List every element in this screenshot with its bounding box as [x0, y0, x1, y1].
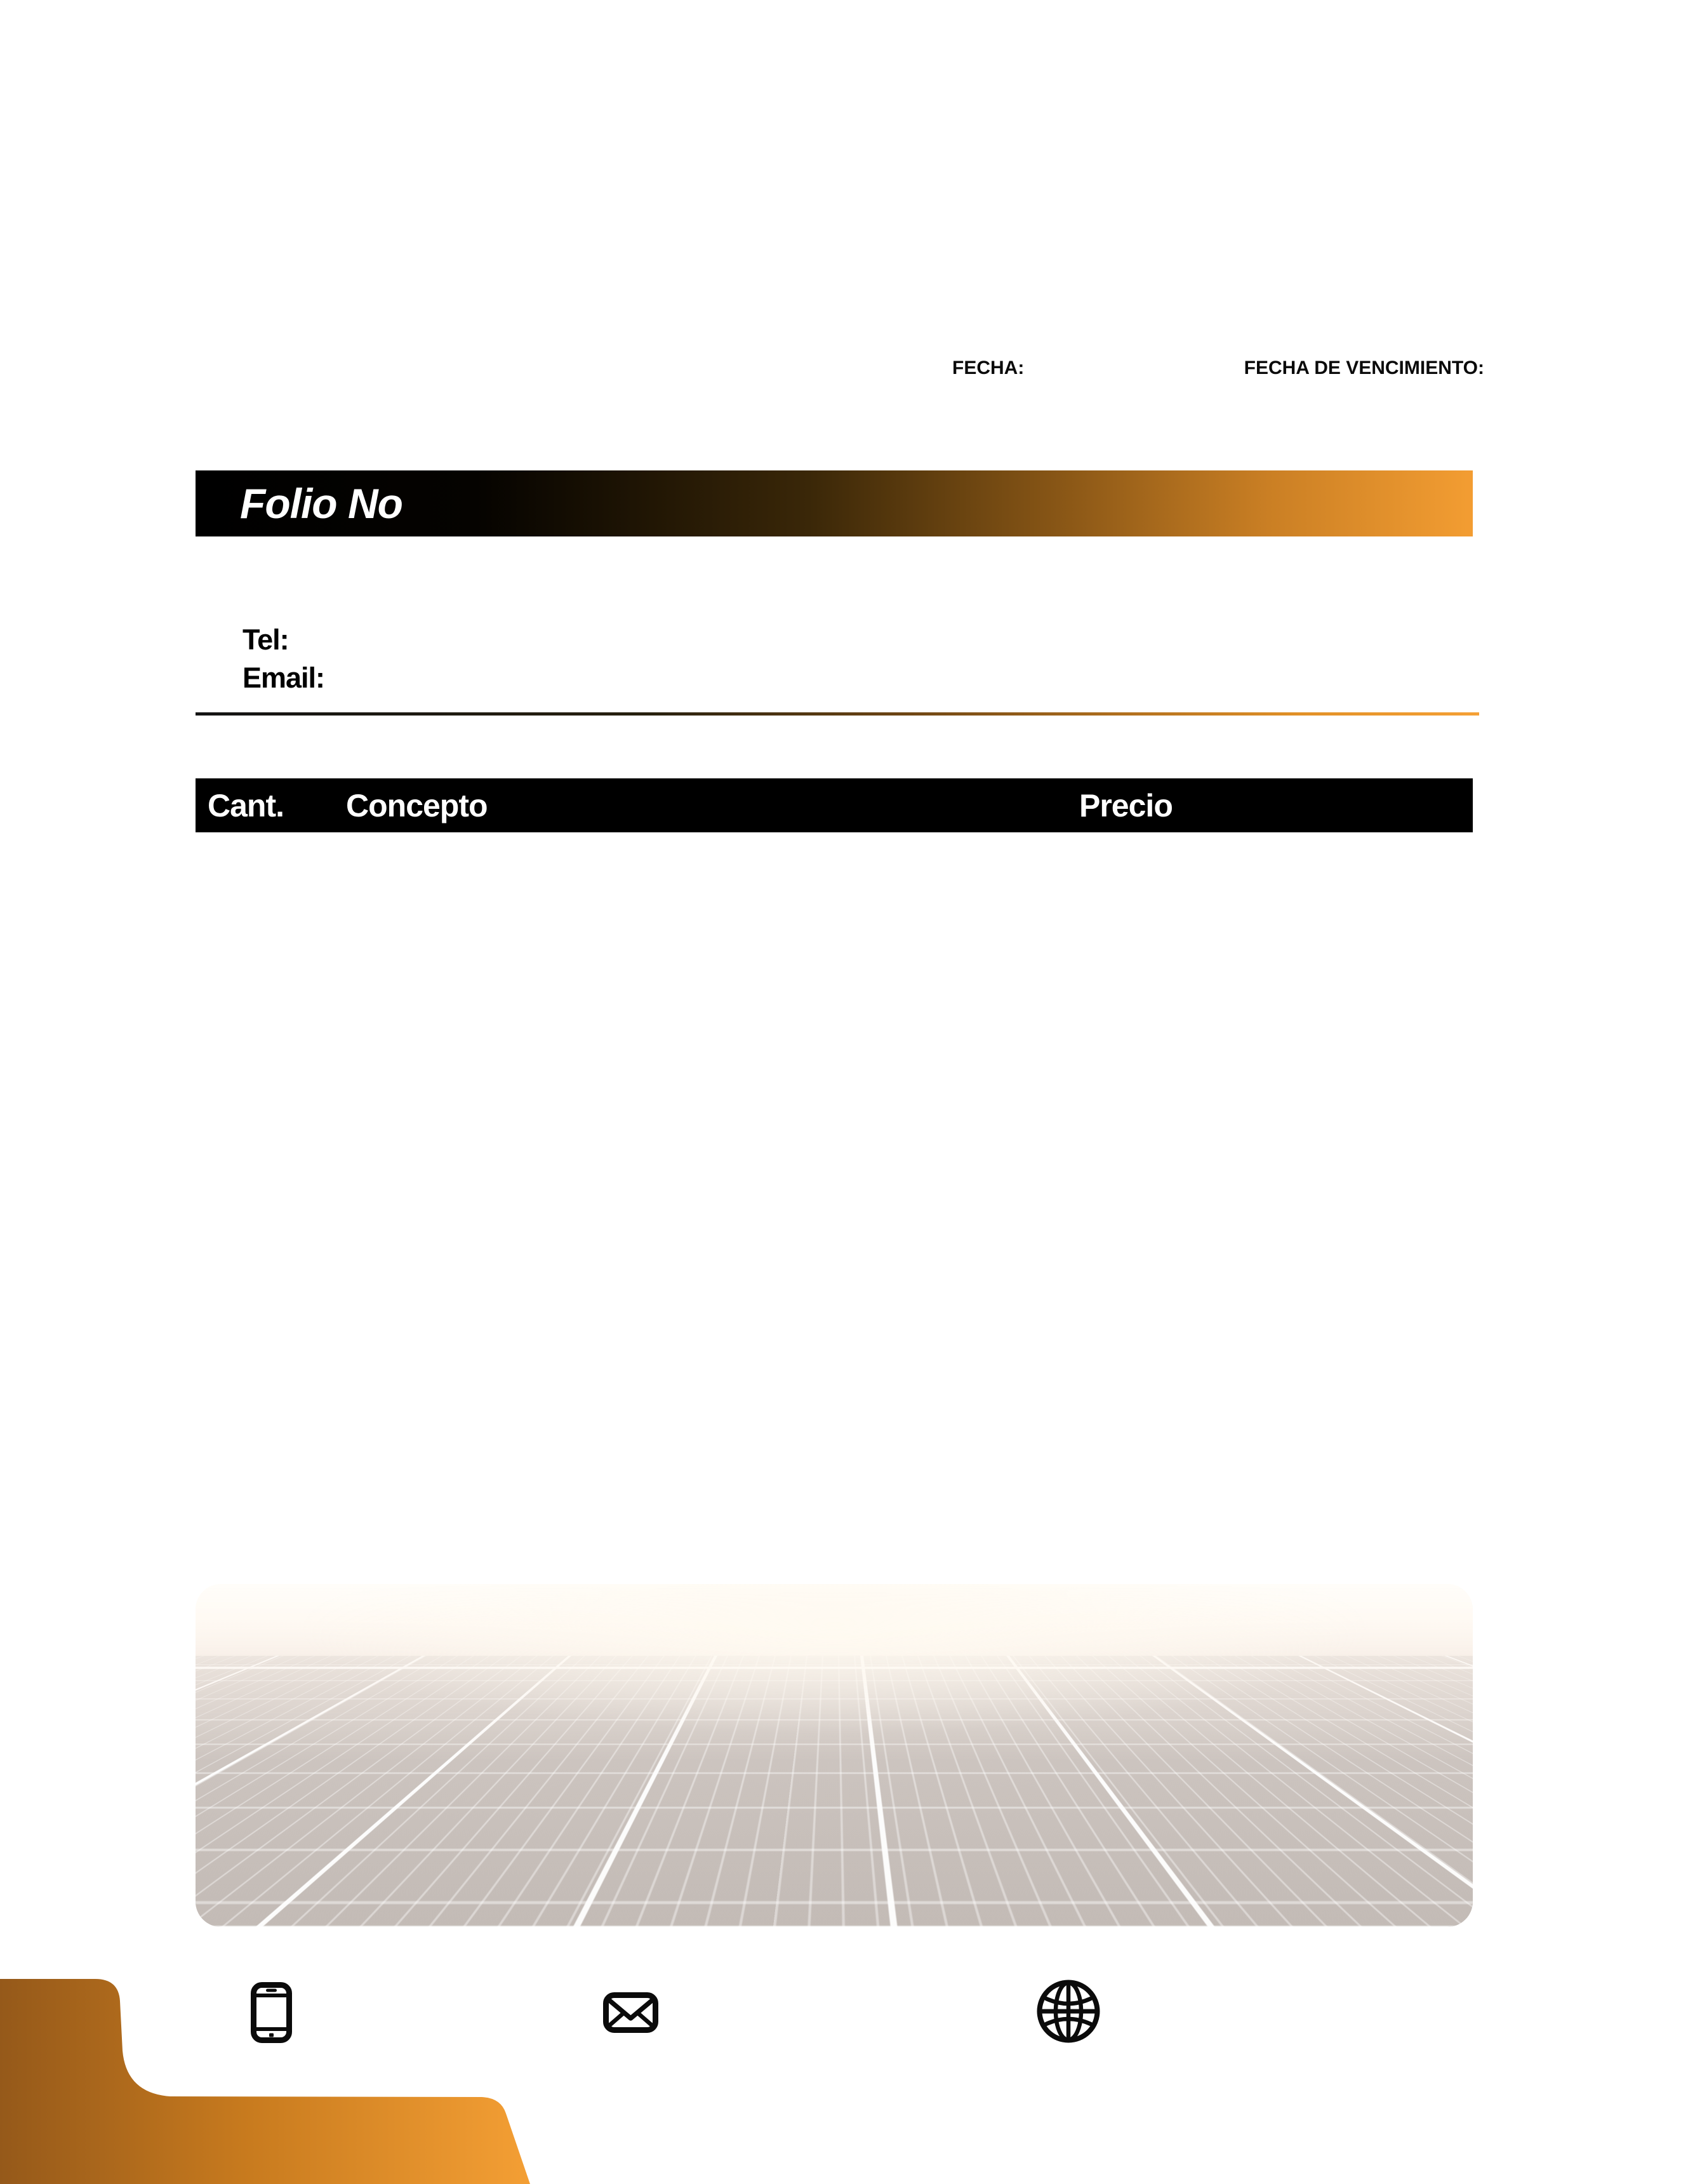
- email-value[interactable]: [352, 662, 670, 693]
- folio-bar: [196, 470, 1473, 536]
- corner-accent-shape: [0, 1968, 540, 2184]
- column-concepto: Concepto: [346, 787, 488, 823]
- envelope-icon: [603, 1992, 658, 2033]
- solar-panel-photo: [196, 1584, 1473, 1927]
- header-divider: [196, 712, 1479, 716]
- items-table-header: [196, 778, 1473, 832]
- fecha-vencimiento-label: FECHA DE VENCIMIENTO:: [1244, 357, 1484, 378]
- fecha-value[interactable]: [1032, 357, 1133, 379]
- folio-label: Folio No: [240, 480, 402, 527]
- items-area[interactable]: [196, 832, 1473, 1562]
- tel-label: Tel:: [243, 623, 289, 656]
- column-precio: Precio: [1079, 787, 1173, 823]
- column-cant: Cant.: [208, 787, 284, 823]
- fecha-label: FECHA:: [952, 357, 1025, 378]
- photo-haze-overlay: [196, 1584, 1473, 1927]
- email-label: Email:: [243, 662, 325, 694]
- globe-icon: [1037, 1980, 1100, 2043]
- tel-value[interactable]: [305, 623, 622, 655]
- fecha-vencimiento-value[interactable]: [1489, 357, 1552, 379]
